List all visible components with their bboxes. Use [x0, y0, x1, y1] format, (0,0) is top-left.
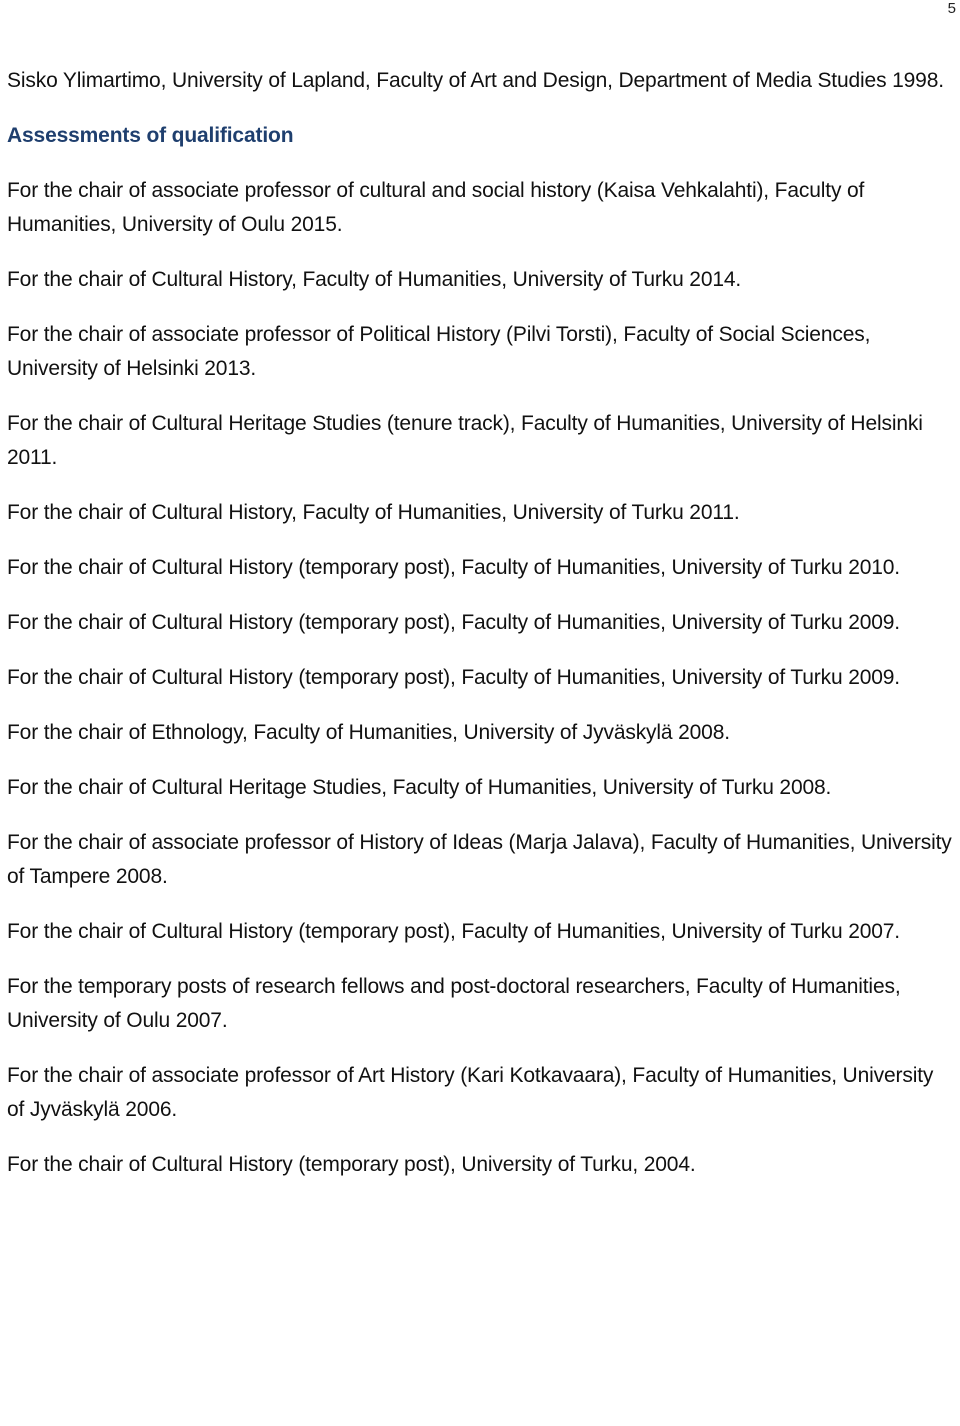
list-item: For the chair of Cultural History (temporary post), Faculty of Humanities, University of Turku 2009.	[7, 666, 900, 689]
list-item: For the chair of Cultural Heritage Studies, Faculty of Humanities, University of Turku 2008.	[7, 776, 832, 799]
list-item: For the chair of associate professor of Art History (Kari Kotkavaara), Faculty of Humanities, University of Jyväskylä 2006.	[7, 1064, 934, 1121]
list-item: For the chair of Cultural History, Faculty of Humanities, University of Turku 2014.	[7, 268, 742, 291]
list-item: For the chair of Cultural History (temporary post), University of Turku, 2004.	[7, 1153, 696, 1176]
assessment-list	[7, 174, 952, 1182]
list-item: For the chair of Cultural History, Faculty of Humanities, University of Turku 2011.	[7, 501, 740, 524]
list-item: For the temporary posts of research fellows and post-doctoral researchers, Faculty of Humanities, University of Oulu 2007.	[7, 975, 901, 1032]
list-item: For the chair of associate professor of History of Ideas (Marja Jalava), Faculty of Humanities, University of Tampere 2008.	[7, 831, 952, 888]
list-item: For the chair of associate professor of cultural and social history (Kaisa Vehkalahti), Faculty of Humanities, University of Oulu 2015.	[7, 179, 865, 236]
list-item: For the chair of Cultural History (temporary post), Faculty of Humanities, University of Turku 2009.	[7, 611, 900, 634]
intro-paragraph: Sisko Ylimartimo, University of Lapland, Faculty of Art and Design, Department of Media Studies 1998.	[7, 69, 944, 92]
list-item: For the chair of Cultural History (temporary post), Faculty of Humanities, University of Turku 2010.	[7, 556, 900, 579]
list-item: For the chair of Cultural History (temporary post), Faculty of Humanities, University of Turku 2007.	[7, 920, 900, 943]
list-item: For the chair of associate professor of Political History (Pilvi Torsti), Faculty of Social Sciences, University of Helsinki 2013.	[7, 323, 871, 380]
document-body	[7, 64, 952, 1182]
section-heading: Assessments of qualification	[7, 124, 294, 147]
list-item: For the chair of Cultural Heritage Studies (tenure track), Faculty of Humanities, University of Helsinki 2011.	[7, 412, 923, 469]
list-item: For the chair of Ethnology, Faculty of Humanities, University of Jyväskylä 2008.	[7, 721, 730, 744]
page-number: 5	[947, 0, 956, 17]
